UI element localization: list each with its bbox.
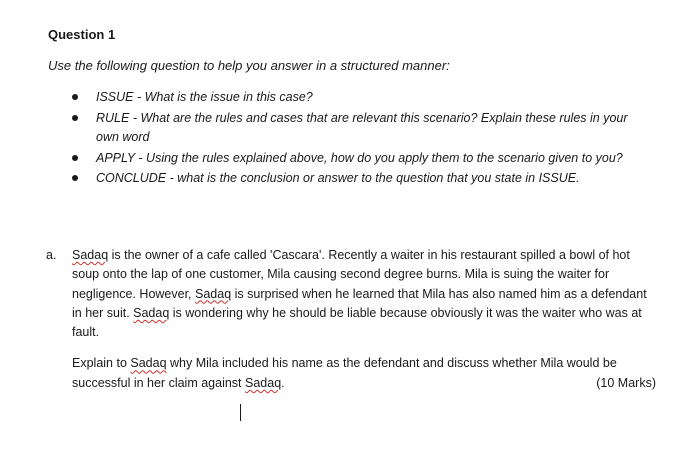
misspelled-word[interactable]: Sadaq — [130, 356, 167, 371]
misspelled-word[interactable]: Sadaq — [133, 305, 170, 320]
bullet-dot-icon — [72, 175, 78, 181]
question-body — [72, 246, 656, 393]
question-heading: Question 1 — [48, 27, 116, 42]
scenario-text: is wondering why he should be liable because obviously it was the waiter who was at fault. — [72, 305, 642, 340]
bullet-text: CONCLUDE - what is the conclusion or answer to the question that you state in ISSUE. — [96, 171, 580, 185]
bullet-dot-icon — [72, 94, 78, 100]
instructions-list — [70, 88, 650, 190]
task-text: Explain to — [72, 356, 131, 371]
misspelled-word[interactable]: Sadaq — [245, 375, 282, 390]
question-marker: a. — [46, 248, 57, 262]
task-paragraph — [72, 354, 656, 393]
misspelled-word[interactable]: Sadaq — [72, 248, 109, 262]
misspelled-word[interactable]: Sadaq — [195, 286, 232, 301]
bullet-conclude — [70, 169, 650, 189]
task-text: why Mila included his name as the defendant and discuss whether Mila would be successful in her claim against — [72, 356, 617, 390]
instructions-intro: Use the following question to help you answer in a structured manner: — [48, 58, 450, 73]
bullet-dot-icon — [72, 115, 78, 121]
scenario-paragraph — [72, 246, 656, 342]
bullet-text: APPLY - Using the rules explained above, how do you apply them to the scenario given to you? — [96, 150, 623, 165]
task-text: . — [281, 375, 285, 390]
bullet-apply — [70, 149, 650, 169]
bullet-dot-icon — [72, 155, 78, 161]
scenario-text: is the owner of a cafe called 'Cascara'. Recently a waiter in his restaurant spilled a bowl of hot soup onto the lap of one customer, Mila causing second degree burns. Mila is suing the waiter for negligence. However, — [72, 248, 630, 301]
bullet-text: RULE - What are the rules and cases that are relevant this scenario? Explain these rules in your own word — [96, 110, 628, 144]
text-cursor — [240, 404, 241, 421]
bullet-text: ISSUE - What is the issue in this case? — [96, 90, 313, 104]
scenario-text: is surprised when he learned that Mila has also named him as a defendant in her suit. — [72, 286, 647, 320]
marks-label: (10 Marks) — [596, 375, 656, 390]
question-a — [46, 246, 656, 393]
bullet-rule — [70, 109, 650, 148]
bullet-issue — [70, 88, 650, 108]
